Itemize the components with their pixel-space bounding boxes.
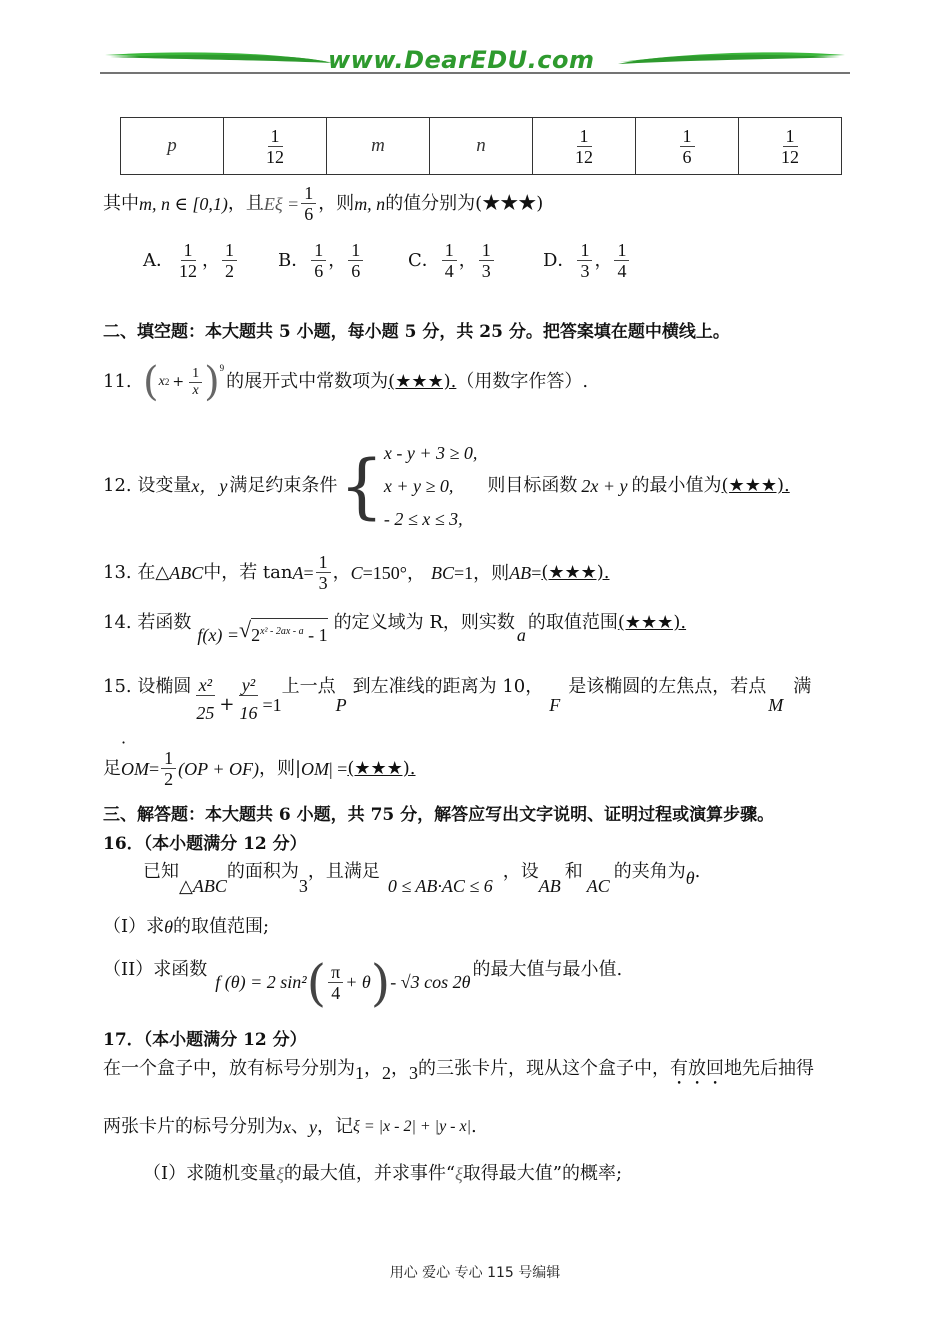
q16-part1 — [103, 915, 269, 939]
frac-num: 1 — [348, 240, 363, 261]
text: ， — [391, 1058, 409, 1079]
text: （用数字作答）. — [456, 371, 589, 392]
frac-den: 4 — [444, 261, 454, 281]
text: 的夹角为 — [613, 861, 686, 882]
page-footer: 用心 爱心 专心 115 号编辑 — [389, 1265, 561, 1281]
q17-heading: 17．（本小题满分 12 分） — [103, 1030, 307, 1050]
q17-line1 — [103, 1057, 814, 1089]
frac-den: 3 — [481, 261, 491, 281]
text: ， — [332, 561, 351, 583]
text: 的最大值，并求事件“ — [283, 1163, 456, 1184]
frac-den: 4 — [331, 983, 341, 1003]
text: 地先后抽得 — [724, 1058, 814, 1079]
text: ，则 — [318, 192, 355, 214]
text: 12. 设变量 — [103, 475, 192, 496]
math: =1，则 — [454, 562, 510, 583]
q14 — [103, 608, 687, 645]
q17-part1 — [143, 1162, 622, 1186]
text: 的展开式中常数项为 — [226, 371, 389, 392]
table-cell — [739, 118, 842, 175]
frac-den: x — [192, 382, 199, 398]
text: 、 — [291, 1116, 309, 1137]
text: 满 — [793, 676, 812, 697]
math: θ — [685, 868, 695, 888]
math: A — [292, 562, 304, 583]
math: (OP + OF) — [178, 758, 259, 779]
frac-num: 1 — [189, 366, 202, 383]
math: a — [516, 625, 526, 645]
frac-num: π — [328, 962, 343, 983]
option-label: D． — [543, 249, 576, 271]
emphasis-text: 有放回 — [670, 1058, 724, 1079]
table-cell — [327, 118, 430, 175]
question-number: 11. — [103, 371, 132, 392]
text: 则目标函数 — [487, 475, 578, 496]
frac-num: y² — [239, 675, 258, 696]
text: ，记 — [317, 1116, 353, 1137]
q12 — [103, 436, 790, 536]
math: =1 — [262, 695, 282, 715]
section-3-title: 三、解答题：本大题共 6 小题，共 75 分，解答应写出文字说明、证明过程或演算步骤。 — [103, 805, 775, 825]
text: （Ⅰ）求随机变量 — [143, 1163, 277, 1184]
text: 足 — [103, 757, 121, 779]
comma: ， — [328, 249, 347, 271]
math: θ — [164, 917, 173, 937]
text: 13. 在△ — [103, 561, 170, 583]
math: = — [303, 562, 314, 583]
text: 的最小值为 — [631, 475, 722, 496]
math: AB — [538, 876, 561, 896]
text: 满足约束条件 — [229, 475, 338, 496]
math: BC — [431, 562, 455, 583]
text: 15. 设椭圆 — [103, 676, 192, 697]
math: x — [283, 1117, 291, 1137]
math: =150°， — [362, 562, 426, 583]
text: 14. 若函数 — [103, 612, 192, 633]
math: + — [219, 694, 235, 715]
table-cell — [430, 118, 533, 175]
frac-den: 3 — [318, 573, 328, 593]
probability-table — [120, 117, 842, 175]
text: 到左准线的距离为 10， — [352, 676, 544, 697]
q10-options — [143, 240, 631, 281]
constraint-brace: { — [339, 445, 384, 527]
q16-part2: （II）求函数 f (θ) = 2 sin² ( $\frac{\pi}{4}$ + θ ) - √3 cos 2θ 的最大值与最小值. — [103, 954, 623, 1012]
math: ξ — [276, 1164, 284, 1184]
math: 3 — [298, 876, 308, 896]
text: . — [471, 1116, 477, 1137]
frac-den: 16 — [239, 703, 258, 723]
math: m, n — [354, 193, 386, 214]
math: 2x + y — [581, 476, 628, 496]
math: 3 — [409, 1063, 418, 1083]
math: ξ — [455, 1164, 463, 1184]
answer-blank[interactable]: (★★★). — [617, 612, 687, 633]
text: 取得最大值”的概率; — [462, 1163, 623, 1184]
frac-den: 12 — [179, 261, 197, 281]
q17-line2 — [103, 1115, 477, 1139]
text: 上一点 — [281, 676, 336, 697]
answer-blank[interactable]: (★★★). — [388, 371, 457, 392]
frac-den: 2 — [164, 769, 174, 789]
math: = — [531, 562, 542, 583]
math: 0 ≤ AB·AC ≤ 6 — [387, 876, 493, 896]
table-cell — [533, 118, 636, 175]
frac-den: 12 — [266, 146, 284, 167]
math: = — [149, 758, 160, 779]
frac-den: 12 — [575, 146, 593, 167]
frac-den: 12 — [781, 146, 799, 167]
option-a[interactable] — [143, 240, 278, 281]
binomial-expr: ( x 2 + $\frac{1}{x}$ ) $^9$ — [143, 362, 224, 402]
math: P — [335, 695, 347, 715]
math: + — [172, 374, 185, 390]
frac-num: 1 — [311, 240, 326, 261]
frac-den: 3 — [580, 261, 590, 281]
math: - √3 cos 2θ — [390, 972, 471, 992]
text: ， — [364, 1058, 382, 1079]
math: f (θ) = 2 sin² — [215, 972, 307, 992]
frac-num: 1 — [316, 552, 331, 573]
text: 的值分别为(★★★) — [385, 192, 544, 214]
math: M — [768, 695, 784, 715]
math: C — [350, 562, 363, 583]
math: AB — [509, 562, 532, 583]
table-cell — [224, 118, 327, 175]
frac-num: 1 — [268, 126, 283, 147]
math: f(x) = — [197, 625, 239, 645]
math: m, n ∈ [0,1) — [139, 193, 228, 214]
frac-num: 1 — [783, 126, 798, 147]
comma: ， — [458, 249, 477, 271]
math: AC — [586, 876, 610, 896]
table-cell — [121, 118, 224, 175]
option-label: B． — [278, 249, 310, 271]
option-b[interactable] — [278, 240, 408, 281]
q16-heading: 16．（本小题满分 12 分） — [103, 834, 307, 854]
text: 两张卡片的标号分别为 — [103, 1116, 283, 1137]
frac-num: x² — [196, 675, 215, 696]
option-label: C． — [408, 249, 440, 271]
option-d[interactable] — [543, 240, 631, 281]
frac-den: 2 — [225, 261, 234, 281]
text: 已知 — [143, 861, 179, 882]
text: 的取值范围; — [172, 916, 270, 937]
frac-num: 1 — [479, 240, 494, 261]
math: + θ — [345, 972, 371, 992]
frac-num: 1 — [301, 183, 316, 204]
math: OM — [301, 758, 330, 779]
cell-var: m — [371, 135, 385, 156]
q16-stem — [143, 860, 700, 898]
text: ，且 — [227, 192, 264, 214]
answer-blank[interactable]: (★★★). — [721, 475, 790, 496]
frac-den: 6 — [314, 261, 324, 281]
frac-den: 4 — [617, 261, 627, 281]
math: 1 — [355, 1063, 364, 1083]
frac-num: 1 — [161, 748, 176, 769]
math: OM — [121, 758, 149, 779]
frac-num: 1 — [222, 240, 237, 261]
math: x， — [191, 476, 218, 496]
q11 — [103, 359, 589, 405]
math: F — [549, 695, 561, 715]
math: 2 — [251, 625, 261, 645]
cell-var: n — [476, 135, 486, 156]
math: x² - 2ax - a — [260, 626, 304, 637]
text: . — [694, 861, 701, 882]
frac-num: 1 — [181, 240, 196, 261]
comma: ， — [202, 249, 220, 271]
q10-stem — [103, 183, 543, 224]
frac-den: 25 — [196, 703, 215, 723]
constraint-1: x - y + 3 ≥ 0, — [383, 442, 478, 463]
frac-den: 6 — [304, 204, 314, 224]
text: 的最大值与最小值. — [472, 959, 623, 980]
math: ABC — [169, 562, 204, 583]
answer-blank[interactable]: (★★★). — [347, 757, 416, 779]
text: 是该椭圆的左焦点，若点 — [568, 676, 767, 697]
section-2-title: 二、填空题：本大题共 5 小题，每小题 5 分，共 25 分。把答案填在题中横线上。 — [103, 322, 730, 342]
q13 — [103, 552, 610, 593]
site-logo: www.DearEDU.com — [328, 46, 595, 74]
comma: ， — [594, 249, 613, 271]
math: 2 — [164, 377, 170, 387]
cell-var: p — [167, 135, 177, 156]
sqrt-expr: √ $2^{x^2 - 2ax - a} - 1$ — [239, 618, 328, 648]
frac-num: 1 — [614, 240, 629, 261]
option-label: A． — [143, 249, 174, 271]
header-banner — [100, 40, 850, 80]
text: 的三张卡片，现从这个盒子中， — [418, 1058, 670, 1079]
frac-den: 6 — [351, 261, 361, 281]
option-c[interactable] — [408, 240, 543, 281]
text: 其中 — [103, 192, 139, 214]
text: （I）求 — [103, 916, 165, 937]
text: 和 — [564, 861, 583, 882]
text: ，则| — [258, 757, 302, 779]
math: - 1 — [303, 625, 328, 645]
text: 的取值范围 — [527, 612, 618, 633]
q15-line2 — [103, 748, 416, 789]
text: 的面积为 — [226, 861, 299, 882]
table-cell — [636, 118, 739, 175]
math: △ABC — [179, 876, 227, 896]
stray-dot: · — [121, 733, 127, 752]
frac-num: 1 — [577, 240, 592, 261]
frac-num: 1 — [442, 240, 457, 261]
math: x — [158, 374, 165, 389]
frac-num: 1 — [680, 126, 695, 147]
q15-line1 — [103, 675, 811, 730]
constraint-3: - 2 ≤ x ≤ 3, — [383, 508, 463, 529]
math: Eξ = — [263, 193, 300, 214]
math: 2 — [382, 1063, 391, 1083]
math: y — [309, 1117, 317, 1137]
answer-blank[interactable]: (★★★). — [541, 561, 610, 583]
text: ，设 — [502, 861, 539, 882]
text: 中，若 tan — [203, 561, 293, 583]
constraints — [384, 437, 478, 536]
math: 9 — [219, 363, 225, 373]
text: 的定义域为 R，则实数 — [333, 612, 515, 633]
frac-num: 1 — [577, 126, 592, 147]
math: | = — [329, 758, 348, 779]
math: y — [219, 476, 228, 496]
text: （II）求函数 — [103, 959, 208, 980]
constraint-2: x + y ≥ 0, — [383, 475, 454, 496]
math: ξ = |x - 2| + |y - x| — [353, 1118, 471, 1135]
text: 在一个盒子中，放有标号分别为 — [103, 1058, 355, 1079]
frac-den: 6 — [682, 146, 692, 167]
text: ，且满足 — [307, 861, 380, 882]
